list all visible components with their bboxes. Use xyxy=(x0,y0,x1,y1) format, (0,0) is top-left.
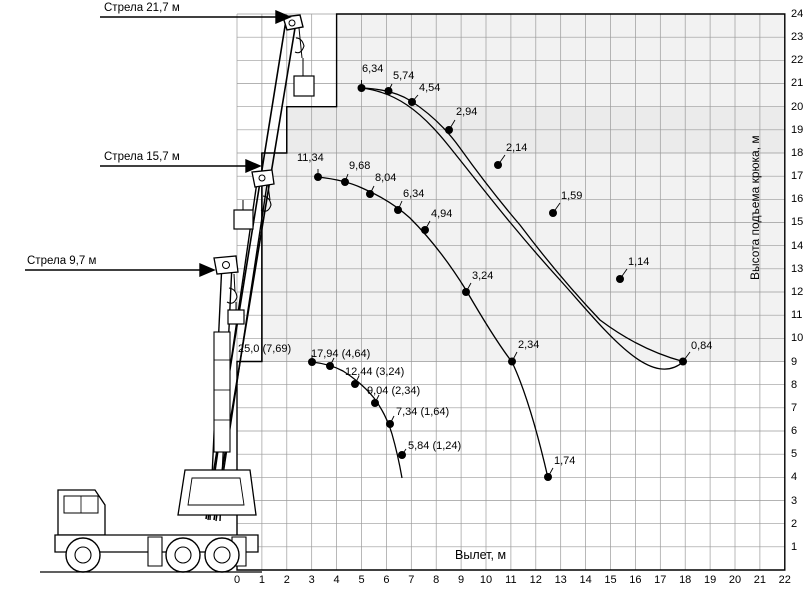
x-tick-11: 11 xyxy=(505,574,517,586)
point-label-s15-2: 8,04 xyxy=(375,172,397,184)
y-tick-24: 24 xyxy=(791,8,804,20)
y-tick-12: 12 xyxy=(791,286,804,298)
point-label-s21-1: 5,74 xyxy=(393,70,415,82)
boom-label-9-7: Стрела 9,7 м xyxy=(27,255,97,267)
x-tick-20: 20 xyxy=(728,574,742,586)
point-label-s15-7: 1,74 xyxy=(554,455,576,467)
x-tick-18: 18 xyxy=(679,574,692,586)
y-tick-23: 23 xyxy=(791,31,804,43)
y-tick-10: 10 xyxy=(791,332,804,344)
x-tick-12: 12 xyxy=(529,574,542,586)
x-tick-14: 14 xyxy=(579,574,592,586)
x-tick-13: 13 xyxy=(554,574,567,586)
x-tick-7: 7 xyxy=(408,574,415,586)
x-tick-15: 15 xyxy=(604,574,617,586)
y-tick-22: 22 xyxy=(791,54,804,66)
y-tick-6: 6 xyxy=(791,425,798,437)
y-tick-2: 2 xyxy=(791,518,798,530)
x-tick-22: 22 xyxy=(778,574,791,586)
point-label-s9-4: 7,34 (1,64) xyxy=(396,406,450,418)
y-tick-20: 20 xyxy=(791,101,804,113)
point-label-s21-2: 4,54 xyxy=(419,82,441,94)
y-tick-15: 15 xyxy=(791,216,804,228)
x-tick-19: 19 xyxy=(703,574,717,586)
x-tick-5: 5 xyxy=(358,574,365,586)
point-label-s9-2: 12,44 (3,24) xyxy=(345,366,405,378)
point-label-s15-5: 3,24 xyxy=(472,270,494,282)
point-label-s9-0: 25,0 (7,69) xyxy=(238,343,292,355)
x-tick-10: 10 xyxy=(479,574,493,586)
y-tick-17: 17 xyxy=(791,170,804,182)
y-tick-19: 19 xyxy=(791,124,804,136)
x-tick-4: 4 xyxy=(333,574,340,586)
point-label-s9-5: 5,84 (1,24) xyxy=(408,440,462,452)
point-label-s21-0: 6,34 xyxy=(362,63,384,75)
y-tick-13: 13 xyxy=(791,263,804,275)
y-tick-3: 3 xyxy=(791,495,798,507)
point-label-s15-0: 11,34 xyxy=(297,152,324,164)
point-label-s21-3: 2,94 xyxy=(456,106,478,118)
x-axis-title: Вылет, м xyxy=(455,548,507,562)
x-tick-1: 1 xyxy=(258,574,265,586)
point-label-s9-3: 9,04 (2,34) xyxy=(367,385,421,397)
x-tick-9: 9 xyxy=(458,574,465,586)
point-label-s21-7: 0,84 xyxy=(691,340,713,352)
point-label-s15-6: 2,34 xyxy=(518,339,540,351)
y-tick-1: 1 xyxy=(791,541,798,553)
x-tick-17: 17 xyxy=(654,574,667,586)
boom-label-15-7: Стрела 15,7 м xyxy=(104,151,180,163)
x-tick-16: 16 xyxy=(629,574,642,586)
y-tick-16: 16 xyxy=(791,193,804,205)
x-tick-3: 3 xyxy=(308,574,315,586)
y-tick-11: 11 xyxy=(791,309,803,321)
x-tick-2: 2 xyxy=(283,574,290,586)
y-axis-title: Высота подъема крюка, м xyxy=(748,135,762,280)
y-tick-9: 9 xyxy=(791,356,798,368)
point-label-s21-6: 1,14 xyxy=(628,256,650,268)
x-tick-8: 8 xyxy=(433,574,440,586)
point-label-s21-5: 1,59 xyxy=(561,190,583,202)
point-label-s15-4: 4,94 xyxy=(431,208,453,220)
y-tick-5: 5 xyxy=(791,448,798,460)
boom-label-21-7: Стрела 21,7 м xyxy=(104,2,180,14)
point-label-s15-3: 6,34 xyxy=(403,188,425,200)
point-label-s9-1: 17,94 (4,64) xyxy=(311,348,371,360)
y-tick-8: 8 xyxy=(791,379,798,391)
y-tick-4: 4 xyxy=(791,471,798,483)
point-label-s15-1: 9,68 xyxy=(349,160,371,172)
x-tick-0: 0 xyxy=(233,574,241,586)
y-tick-18: 18 xyxy=(791,147,804,159)
y-tick-7: 7 xyxy=(791,402,798,414)
x-tick-21: 21 xyxy=(753,574,767,586)
point-label-s21-4: 2,14 xyxy=(506,142,528,154)
y-tick-21: 21 xyxy=(791,77,804,89)
x-tick-6: 6 xyxy=(383,574,390,586)
y-tick-14: 14 xyxy=(791,240,804,252)
